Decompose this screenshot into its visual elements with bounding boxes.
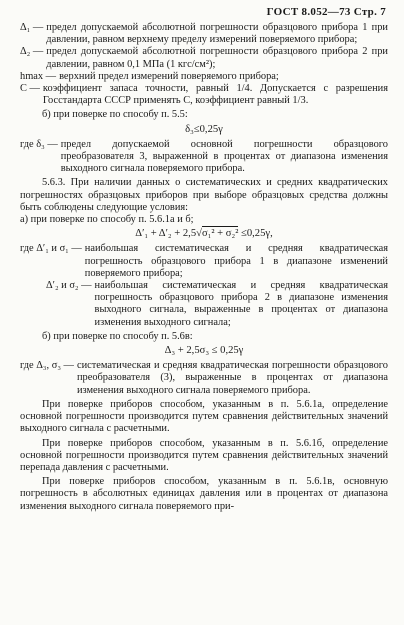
sqrt-icon: √ (196, 228, 202, 240)
method-b2-line: б) при поверке по способу п. 5.6в: (42, 330, 193, 342)
def-small-delta3 (20, 139, 388, 176)
formula-delta3: δ₃≤0,25γ (185, 123, 223, 135)
def-delta1 (20, 22, 388, 46)
def-delta3-sigma3 (20, 360, 388, 397)
def-text: систематическая и средняя квадратическая погрешности образцового преобразователя (3), выраженные в процентах от диапазона изменения выходного сигнала поверяемого прибора. (76, 360, 388, 396)
def-text: предел допускаемой абсолютной погрешности образцового прибора 2 при давлении, равном 0,1 МПа (1 кгс/см²); (46, 46, 388, 70)
def-text: наибольшая систематическая и средняя квадратическая погрешность образцового прибора 2 в диапазоне изменения выходного сигнала, выраженные в процентах от диапазона изменения выходного сигнала; (94, 280, 388, 328)
formula-left: Δ′₁ + Δ′₂ + 2,5 (135, 228, 197, 240)
def-symbol: где Δ′₁ и σ₁ — (20, 243, 82, 255)
def-text: предел допускаемой основной погрешности образцового преобразователя 3, выраженной в процентах от диапазона изменения выходного сигнала поверяемого прибора. (60, 138, 388, 175)
paragraph-method-b: При поверке приборов способом, указанным в п. 5.6.1б, определение основной погрешности производится путем сравнения действительных значений перепада давления с расчетными. (20, 437, 388, 473)
formula-right: ≤0,25γ, (241, 228, 273, 240)
def-text: наибольшая систематическая и средняя квадратическая погрешность образцового прибора 1 в диапазоне изменений поверяемого прибора; (84, 243, 388, 279)
def-text: предел допускаемой абсолютной погрешности образцового прибора 1 при давлении, равном верхнему пределу измерений поверяемого прибора; (46, 22, 388, 46)
definitions-top (20, 22, 388, 513)
formula-delta3-sigma3: Δ₃ + 2,5σ₃ ≤ 0,25γ (164, 345, 244, 357)
formula-root: σ₁² + σ₂² (201, 228, 239, 240)
def-delta2-sigma2 (20, 280, 388, 329)
def-symbol: где Δ₃, σ₃ — (20, 360, 74, 372)
paragraph-5-6-3: 5.6.3. При наличии данных о систематических и средних квадратических погрешностях образцовых приборов при выборе образцовых средства должны быть соблюдены следующие условия: (20, 177, 388, 213)
def-hmax (20, 71, 388, 83)
def-symbol: Δ′₂ и σ₂ — (46, 280, 92, 292)
def-text: коэффициент запаса точности, равный 1/4. Допускается с разрешения Госстандарта СССР применять C, коэффициент равный 1/3. (42, 83, 388, 107)
def-symbol: где δ₃ — (20, 138, 58, 150)
method-b-line: б) при поверке по способу п. 5.5: (42, 109, 188, 121)
def-symbol: C — (20, 83, 40, 95)
method-a-line: а) при поверке по способу п. 5.6.1а и б; (20, 214, 194, 226)
def-symbol: hmax — (20, 70, 57, 82)
def-c (20, 83, 388, 107)
def-symbol: Δ₂ — (20, 46, 44, 58)
formula-systematic (20, 228, 388, 240)
def-delta1-sigma1 (20, 243, 388, 280)
def-symbol: Δ₁ — (20, 22, 44, 33)
paragraph-method-a: При поверке приборов способом, указанным в п. 5.6.1а, определение основной погрешности производится путем сравнения действительных значений выходного сигнала с расчетными. (20, 398, 388, 435)
def-text: верхний предел измерений поверяемого прибора; (59, 70, 279, 82)
paragraph-method-c: При поверке приборов способом, указанным в п. 5.6.1в, основную погрешность в абсолютных единицах давления или в процентах от диапазона изменения выходного сигнала поверяемого при- (20, 476, 388, 512)
def-delta2 (20, 46, 388, 70)
page-header: ГОСТ 8.052—73 Стр. 7 (266, 6, 386, 18)
